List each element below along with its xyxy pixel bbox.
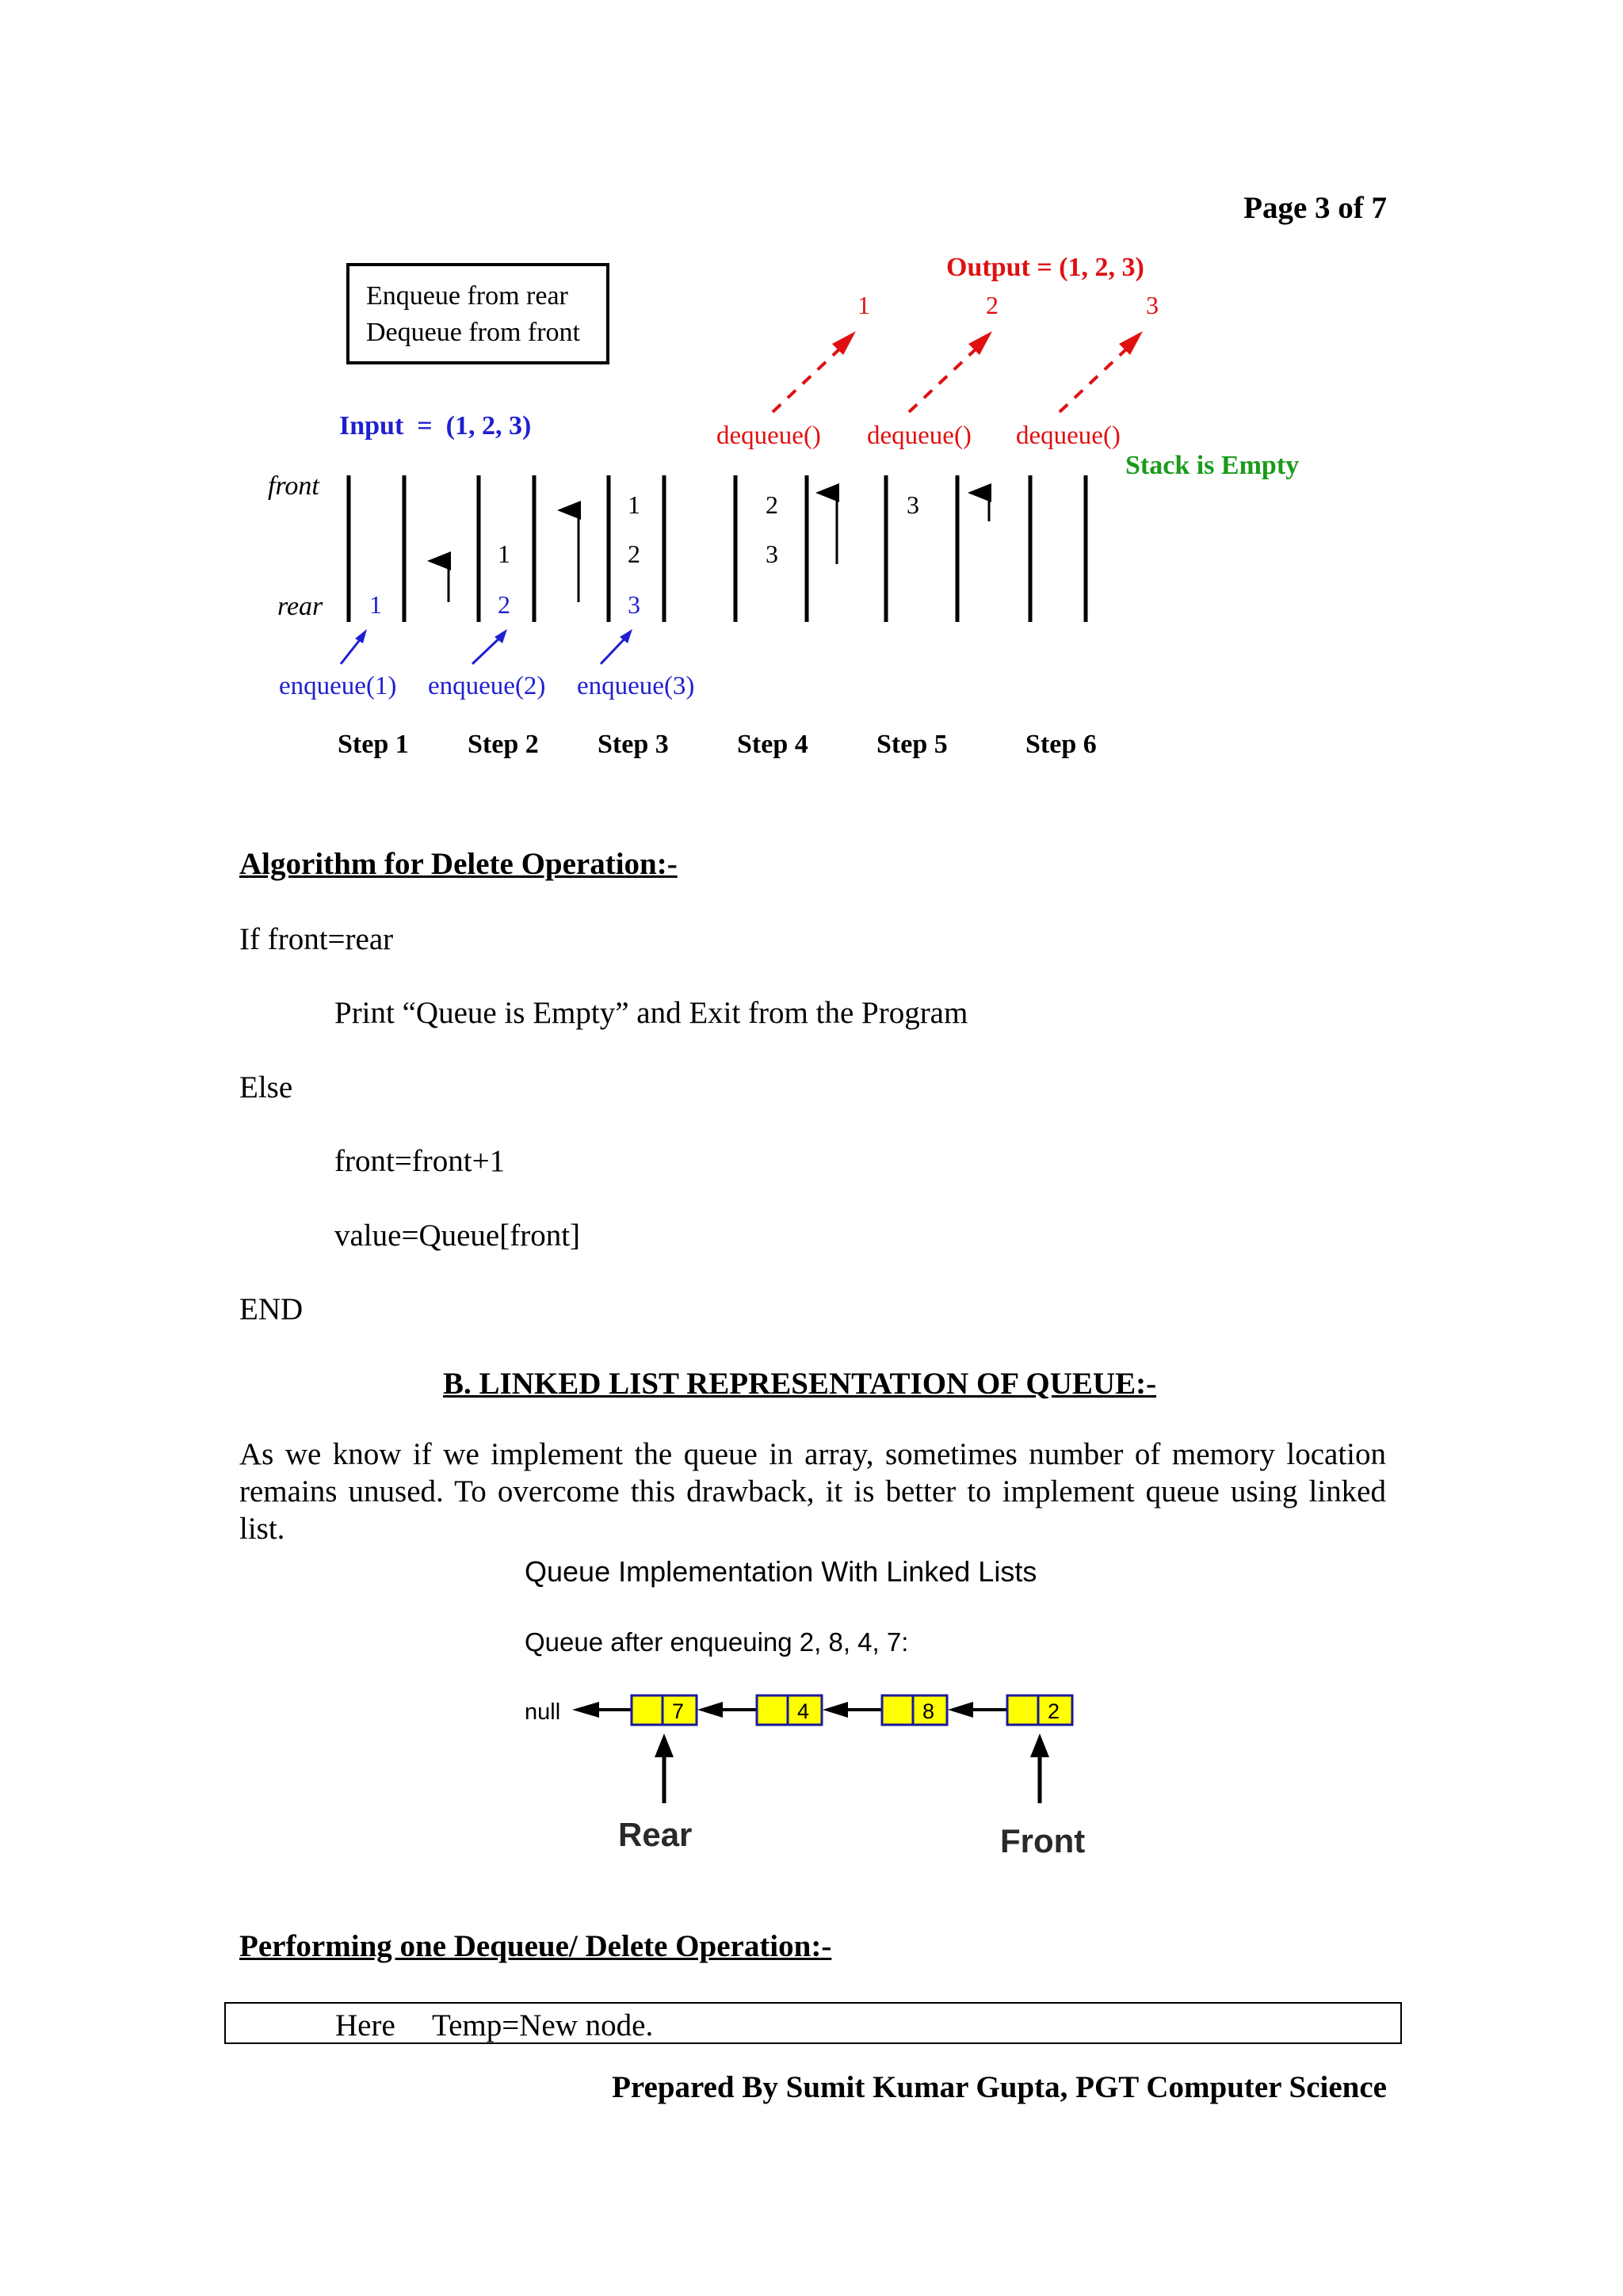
- node-2: [1007, 1695, 1072, 1725]
- node-4: [757, 1695, 822, 1725]
- node-value-8: 8: [922, 1699, 935, 1723]
- dequeue-op-2: dequeue(): [867, 421, 972, 450]
- step-label-5: Step 5: [876, 730, 948, 759]
- output-value-3: 3: [1146, 291, 1159, 319]
- rear-pointer-label: Rear: [618, 1816, 693, 1853]
- rear-label: rear: [277, 592, 323, 621]
- legend-box: [348, 265, 608, 363]
- node-8: [882, 1695, 947, 1725]
- temp-node-box: [224, 2002, 1402, 2044]
- step4-cell-2: 3: [766, 540, 778, 568]
- temp-statement: Temp=New node.: [432, 2008, 654, 2042]
- null-label: null: [525, 1699, 561, 1725]
- linked-list-subtitle: Queue after enqueuing 2, 8, 4, 7:: [525, 1627, 909, 1657]
- array-queue-diagram: [0, 0, 1623, 792]
- step1-cell: 1: [369, 590, 382, 619]
- dequeue-op-1: dequeue(): [716, 421, 821, 450]
- node-7: [632, 1695, 697, 1725]
- node-value-2: 2: [1048, 1699, 1060, 1723]
- legend-line-2: Dequeue from front: [366, 318, 581, 347]
- algorithm-line-value: value=Queue[front]: [334, 1219, 581, 1253]
- step-label-6: Step 6: [1025, 730, 1097, 759]
- algorithm-heading: Algorithm for Delete Operation:-: [239, 847, 678, 881]
- dequeue-op-3: dequeue(): [1016, 421, 1121, 450]
- step4-cell-1: 2: [766, 490, 778, 519]
- step3-cell-3: 3: [628, 590, 640, 619]
- here-label: Here: [335, 2008, 395, 2042]
- section-b-heading: B. LINKED LIST REPRESENTATION OF QUEUE:-: [443, 1367, 1157, 1401]
- step-label-3: Step 3: [598, 730, 669, 759]
- enqueue-op-2: enqueue(2): [428, 672, 546, 700]
- output-value-1: 1: [857, 291, 870, 319]
- step-label-4: Step 4: [737, 730, 808, 759]
- linked-list-title: Queue Implementation With Linked Lists: [525, 1555, 1037, 1588]
- legend-line-1: Enqueue from rear: [366, 281, 568, 311]
- step-label-2: Step 2: [468, 730, 539, 759]
- algorithm-line-end: END: [239, 1292, 304, 1326]
- front-pointer-label: Front: [1000, 1822, 1086, 1859]
- section-b-paragraph: As we know if we implement the queue in array, sometimes number of memory location remains unused. To overcome this drawback, it is better to implement queue using linked list.: [239, 1437, 1386, 1546]
- algorithm-line-if: If front=rear: [239, 922, 394, 956]
- algorithm-line-print: Print “Queue is Empty” and Exit from the Program: [334, 996, 968, 1030]
- enqueue-op-1: enqueue(1): [279, 672, 397, 700]
- footer: Prepared By Sumit Kumar Gupta, PGT Computer Science: [612, 2070, 1387, 2104]
- step3-cell-2: 2: [628, 540, 640, 568]
- step2-cell-2: 2: [498, 590, 510, 619]
- step2-cell-1: 1: [498, 540, 510, 568]
- input-label: Input = (1, 2, 3): [339, 411, 532, 441]
- page-number: Page 3 of 7: [1243, 191, 1387, 225]
- node-value-7: 7: [672, 1699, 685, 1723]
- output-label: Output = (1, 2, 3): [946, 253, 1144, 282]
- linked-list-queue-diagram: [0, 1545, 1623, 1878]
- enqueue-arrow-1: [355, 629, 367, 643]
- dequeue-heading: Performing one Dequeue/ Delete Operation:-: [239, 1929, 832, 1963]
- step-label-1: Step 1: [338, 730, 409, 759]
- enqueue-op-3: enqueue(3): [577, 672, 695, 700]
- front-label: front: [268, 471, 319, 501]
- stack-empty-label: Stack is Empty: [1125, 451, 1300, 480]
- output-value-2: 2: [986, 291, 999, 319]
- algorithm-line-else: Else: [239, 1070, 293, 1104]
- algorithm-line-increment: front=front+1: [334, 1144, 506, 1178]
- step5-cell-1: 3: [907, 490, 919, 519]
- step3-cell-1: 1: [628, 490, 640, 519]
- node-value-4: 4: [797, 1699, 810, 1723]
